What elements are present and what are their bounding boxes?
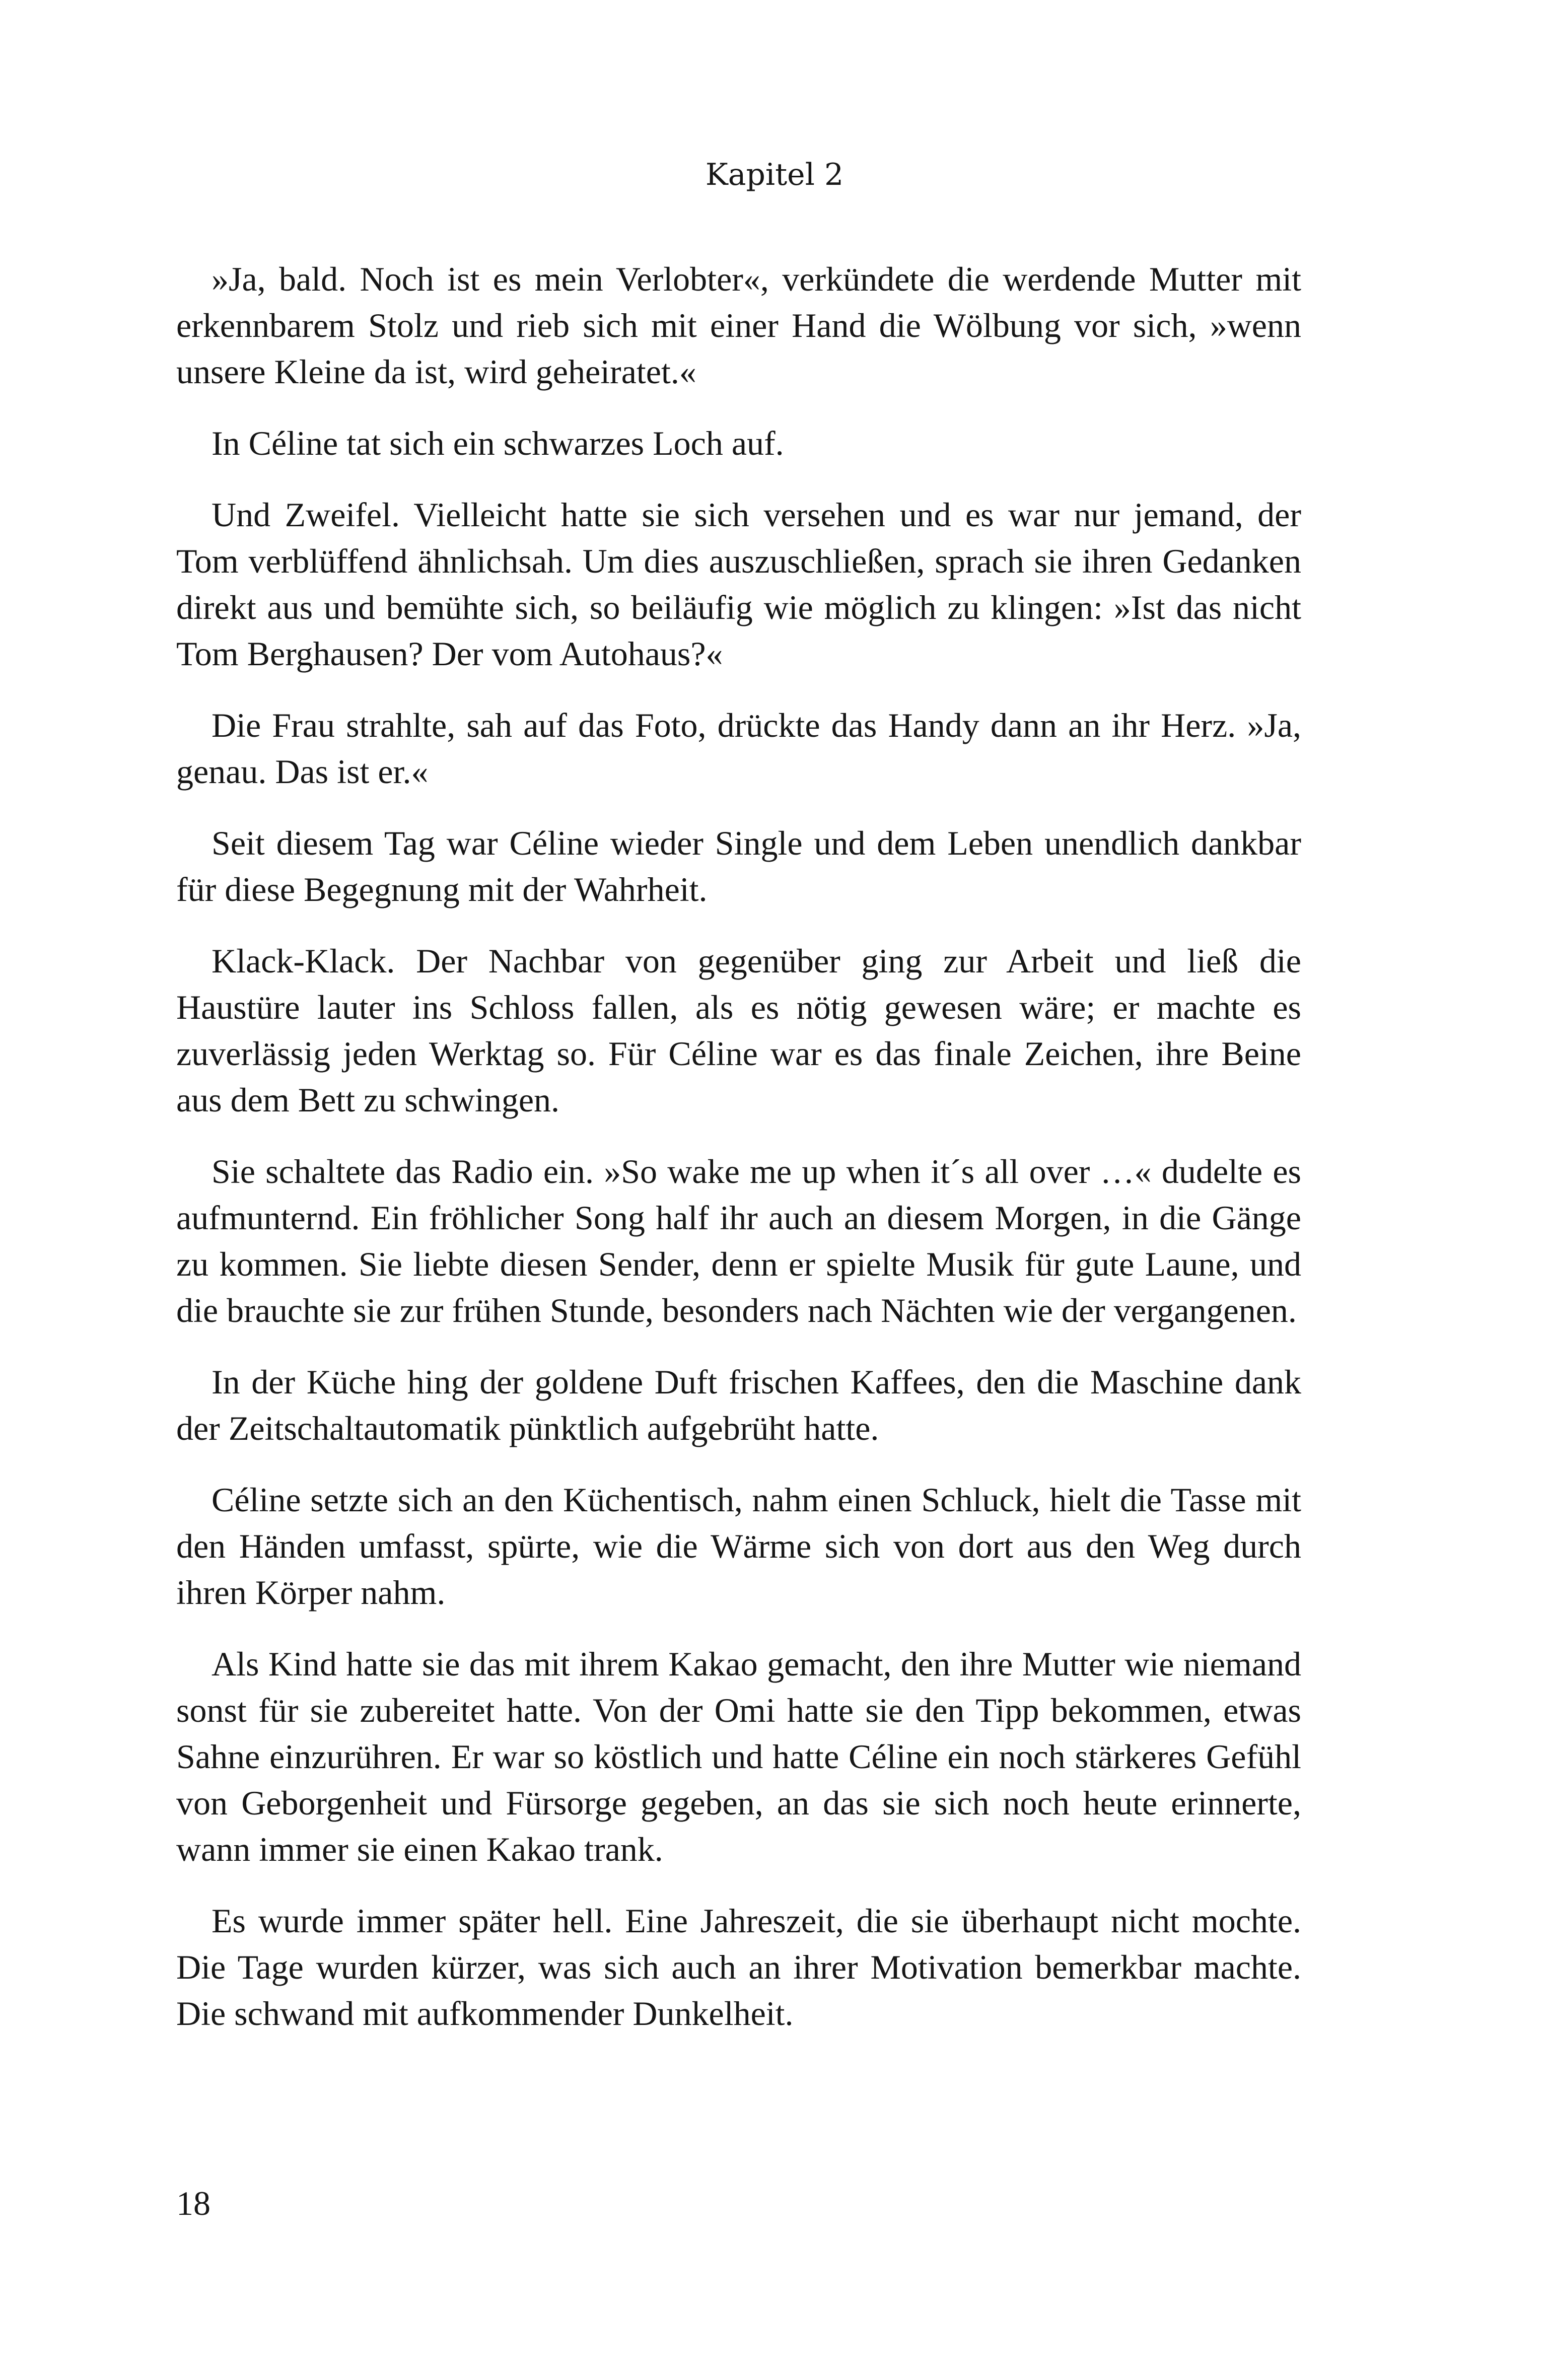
paragraph: Die Frau strahlte, sah auf das Foto, drückte das Handy dann an ihr Herz. »Ja, genau. Das ist er.« — [176, 706, 1301, 791]
page-number: 18 — [176, 2184, 210, 2222]
paragraph: »Ja, bald. Noch ist es mein Verlobter«, verkündete die werdende Mutter mit erkennbarem Stolz und rieb sich mit einer Hand die Wölbung vor sich, »wenn unsere Kleine da ist, wird geheiratet.« — [176, 260, 1301, 391]
paragraph: Und Zweifel. Vielleicht hatte sie sich versehen und es war nur jemand, der Tom verblüffend ähnlichsah. Um dies auszuschließen, sprach sie ihren Gedanken direkt aus und bemühte sich, so beiläufig wie möglich zu klingen: »Ist das nicht Tom Berghausen? Der vom Autohaus?« — [176, 496, 1301, 673]
paragraph: In der Küche hing der goldene Duft frischen Kaffees, den die Maschine dank der Zeitschaltautomatik pünktlich aufgebrüht hatte. — [176, 1363, 1301, 1447]
paragraph: Als Kind hatte sie das mit ihrem Kakao gemacht, den ihre Mutter wie niemand sonst für sie zubereitet hatte. Von der Omi hatte sie den Tipp bekommen, etwas Sahne einzurühren. Er war so köstlich und hatte Céline ein noch stärkeres Gefühl von Geborgenheit und Fürsorge gegeben, an das sie sich noch heute erinnerte, wann immer sie einen Kakao trank. — [176, 1645, 1301, 1868]
paragraph: Seit diesem Tag war Céline wieder Single und dem Leben unendlich dankbar für diese Begegnung mit der Wahrheit. — [176, 824, 1301, 908]
paragraph: Es wurde immer später hell. Eine Jahreszeit, die sie überhaupt nicht mochte. Die Tage wurden kürzer, was sich auch an ihrer Motivation bemerkbar machte. Die schwand mit aufkommender Dunkelheit. — [176, 1902, 1301, 2033]
chapter-heading: Kapitel 2 — [705, 157, 844, 192]
paragraph: Sie schaltete das Radio ein. »So wake me up when it´s all over …« dudelte es aufmunternd. Ein fröhlicher Song half ihr auch an diesem Morgen, in die Gänge zu kommen. Sie liebte diesen Sender, denn er spielte Musik für gute Laune, und die brauchte sie zur frühen Stunde, besonders nach Nächten wie der vergangenen. — [176, 1152, 1301, 1329]
body-text — [176, 256, 1301, 2062]
paragraph: In Céline tat sich ein schwarzes Loch auf. — [212, 424, 784, 462]
paragraph: Klack-Klack. Der Nachbar von gegenüber ging zur Arbeit und ließ die Haustüre lauter ins Schloss fallen, als es nötig gewesen wäre; er machte es zuverlässig jeden Werktag so. Für Céline war es das finale Zeichen, ihre Beine aus dem Bett zu schwingen. — [176, 942, 1301, 1119]
paragraph: Céline setzte sich an den Küchentisch, nahm einen Schluck, hielt die Tasse mit den Händen umfasst, spürte, wie die Wärme sich von dort aus den Weg durch ihren Körper nahm. — [176, 1481, 1301, 1612]
